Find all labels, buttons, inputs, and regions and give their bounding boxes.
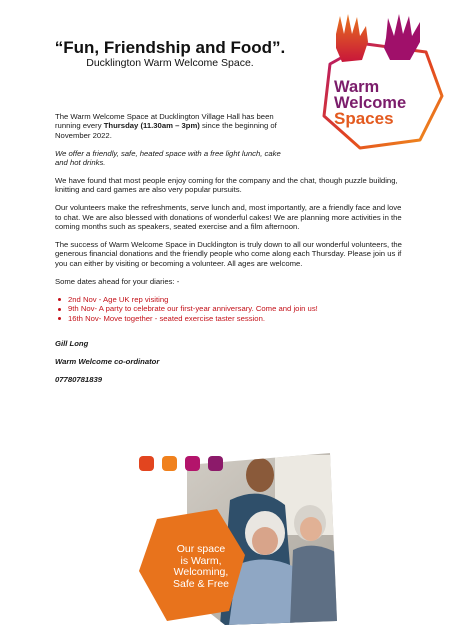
- date-item: 9th Nov- A party to celebrate our first-year anniversary. Come and join us!: [68, 304, 403, 313]
- promo-line: Welcoming,: [173, 566, 229, 578]
- success-paragraph: The success of Warm Welcome Space in Ducklington is truly down to all our wonderful volunteers, the generous financial donations and the friendly people who come along each Thursday. Please join us if you can either by visiting or becoming a volunteer. All ages are welcome.: [55, 240, 402, 268]
- date-item: 16th Nov- Move together - seated exercise taster session.: [68, 314, 403, 323]
- coffee-cup-icon: [162, 456, 177, 471]
- logo-line-warm: Warm: [334, 78, 380, 96]
- flyer-subtitle: Ducklington Warm Welcome Space.: [86, 57, 254, 69]
- flame-icon: [139, 456, 154, 471]
- flyer-title: “Fun, Friendship and Food”.: [54, 38, 286, 57]
- intro-text: The Warm Welcome Space at Ducklington Village Hall has been running every: [55, 112, 274, 131]
- promo-tagline: [158, 544, 244, 590]
- no-money-icon: [208, 456, 223, 471]
- date-item: 2nd Nov - Age UK rep visiting: [68, 295, 403, 304]
- company-paragraph: We have found that most people enjoy coming for the company and the chat, though puzzle building, knitting and card games are also very popular pursuits.: [55, 176, 398, 195]
- signature-name: Gill Long: [55, 338, 89, 348]
- signature-role: Warm Welcome co-ordinator: [55, 356, 160, 366]
- promo-line: is Warm,: [180, 554, 222, 567]
- opening-times: Thursday (11.30am – 3pm): [103, 121, 200, 131]
- offer-paragraph: We offer a friendly, safe, heated space with a free light lunch, cake and hot drinks.: [55, 148, 281, 168]
- intro-paragraph: [55, 112, 295, 140]
- intro-text-end: since the beginning of November 2022.: [55, 121, 277, 140]
- dates-list: [55, 295, 403, 323]
- logo-line-welcome: Welcome: [334, 93, 407, 112]
- promo-line: Safe & Free: [172, 577, 230, 590]
- promo-line: Our space: [176, 543, 226, 555]
- volunteers-paragraph: Our volunteers make the refreshments, serve lunch and, most importantly, are a friendly face and love to chat. We are also blessed with donations of wonderful cakes! We are planning more activities in the coming months such as speakers, seated exercise and a film afternoon.: [55, 203, 402, 232]
- raised-hands-icon: [336, 14, 420, 62]
- signature-phone: 07780781839: [55, 374, 103, 384]
- dates-intro: Some dates ahead for your diaries: -: [55, 276, 180, 286]
- logo-line-spaces: Spaces: [334, 109, 394, 129]
- flyer-body: [55, 112, 403, 393]
- heart-icon: [185, 456, 200, 471]
- promo-icon-row: [139, 456, 224, 474]
